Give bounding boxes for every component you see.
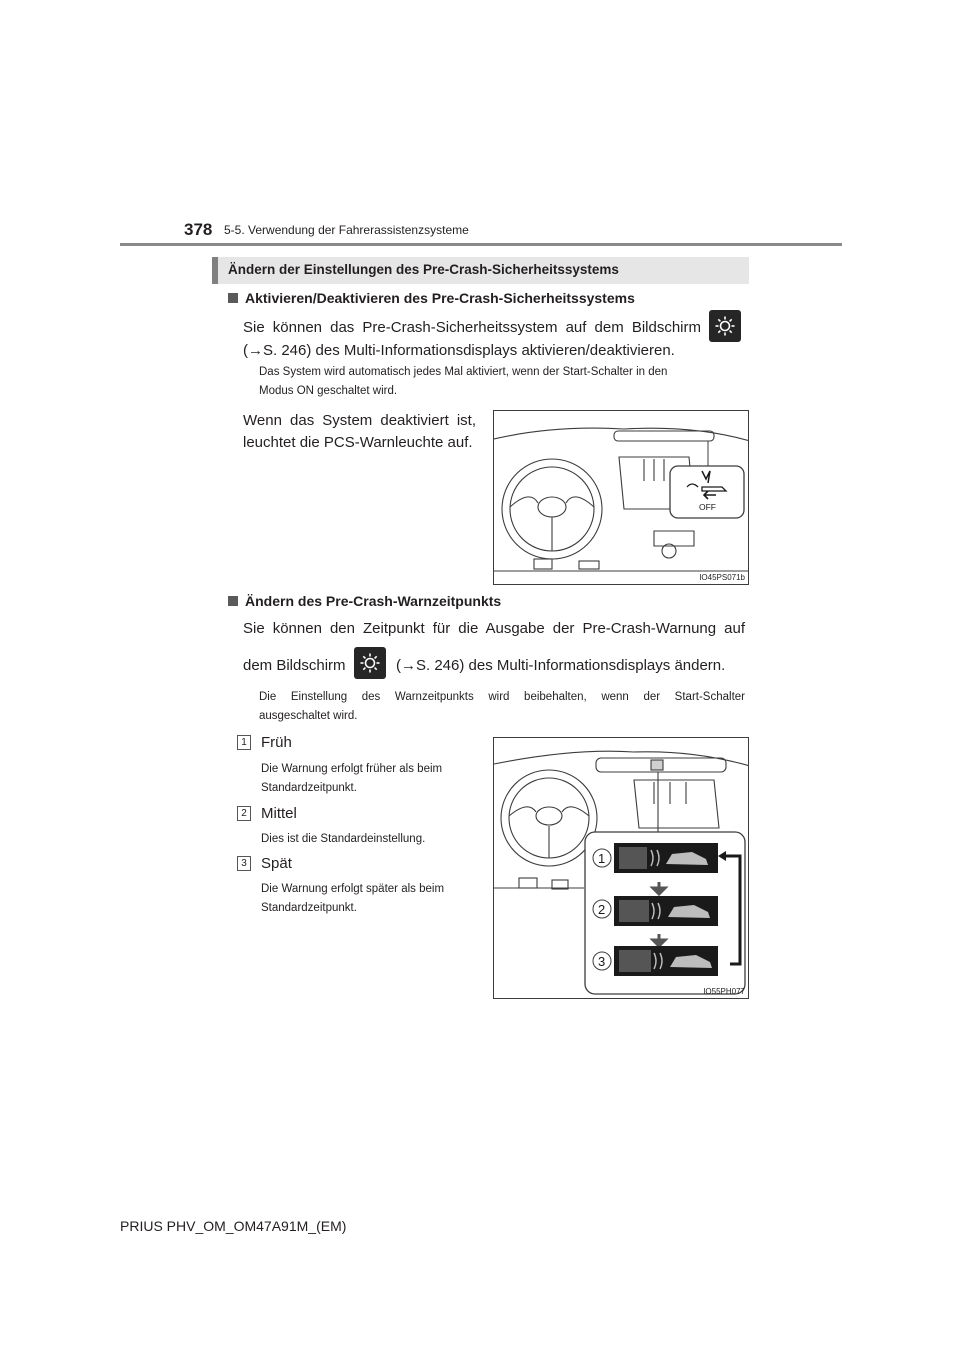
option-label: Früh — [261, 734, 292, 751]
section-heading: Ändern der Einstellungen des Pre-Crash-Sicherheitssystems — [228, 262, 619, 277]
option-description: Standardzeitpunkt. — [261, 782, 357, 794]
gear-icon — [354, 647, 386, 679]
paragraph-line: dem Bildschirm — [243, 657, 346, 674]
note-line: Die Einstellung des Warnzeitpunkts wird beibehalten, wenn der Start-Schalter — [259, 691, 745, 703]
timing-illustration — [494, 738, 749, 999]
page-number: 378 — [184, 220, 213, 239]
off-label: OFF — [699, 502, 716, 512]
timing-number-1: 1 — [598, 851, 606, 866]
paragraph-line: Wenn das System deaktiviert ist, — [243, 412, 476, 429]
subsection-title-warning-time — [228, 593, 501, 609]
option-number-badge: 1 — [237, 735, 251, 750]
subsection-title-text: Ändern des Pre-Crash-Warnzeitpunkts — [245, 593, 502, 609]
note-line: Modus ON geschaltet wird. — [259, 385, 398, 397]
figure-code: IO55PH077 — [703, 987, 745, 996]
section-label: 5-5. Verwendung der Fahrerassistenzsysteme — [224, 223, 469, 237]
note-line: ausgeschaltet wird. — [259, 710, 358, 722]
header-divider — [120, 243, 842, 246]
timing-number-3: 3 — [598, 954, 606, 969]
note-line: Das System wird automatisch jedes Mal aktiviert, wenn der Start-Schalter in den — [259, 366, 668, 378]
option-label: Mittel — [261, 805, 297, 822]
option-number-badge: 3 — [237, 856, 251, 871]
option-number-badge: 2 — [237, 806, 251, 821]
square-bullet-icon — [228, 596, 238, 606]
paragraph-line: leuchtet die PCS-Warnleuchte auf. — [243, 434, 473, 451]
dashboard-illustration — [494, 411, 749, 585]
paragraph-line: (→S. 246) des Multi-Informationsdisplays ändern. — [396, 657, 726, 674]
option-description: Die Warnung erfolgt später als beim — [261, 883, 445, 895]
gear-glyph — [714, 315, 736, 337]
figure-code: IO45PS071b — [699, 573, 745, 582]
timing-number-2: 2 — [598, 902, 606, 917]
subsection-title-text: Aktivieren/Deaktivieren des Pre-Crash-Sicherheitssystems — [245, 290, 635, 306]
gear-icon — [709, 310, 741, 342]
option-description: Standardzeitpunkt. — [261, 902, 357, 914]
footer-document-id: PRIUS PHV_OM_OM47A91M_(EM) — [120, 1218, 347, 1234]
paragraph-line: Sie können das Pre-Crash-Sicherheitssystem auf dem Bildschirm — [243, 319, 701, 336]
square-bullet-icon — [228, 293, 238, 303]
option-label: Spät — [261, 855, 292, 872]
paragraph-line: Sie können den Zeitpunkt für die Ausgabe der Pre-Crash-Warnung auf — [243, 620, 745, 637]
paragraph-line: (→S. 246) des Multi-Informationsdisplays aktivieren/deaktivieren. — [243, 342, 675, 359]
section-heading-box — [212, 257, 749, 284]
dashboard-figure-warning-timing — [493, 737, 749, 999]
dashboard-figure-pcs — [493, 410, 749, 585]
option-description: Die Warnung erfolgt früher als beim — [261, 763, 443, 775]
subsection-title-activate — [228, 290, 635, 306]
gear-glyph — [359, 652, 381, 674]
option-description: Dies ist die Standardeinstellung. — [261, 833, 426, 845]
